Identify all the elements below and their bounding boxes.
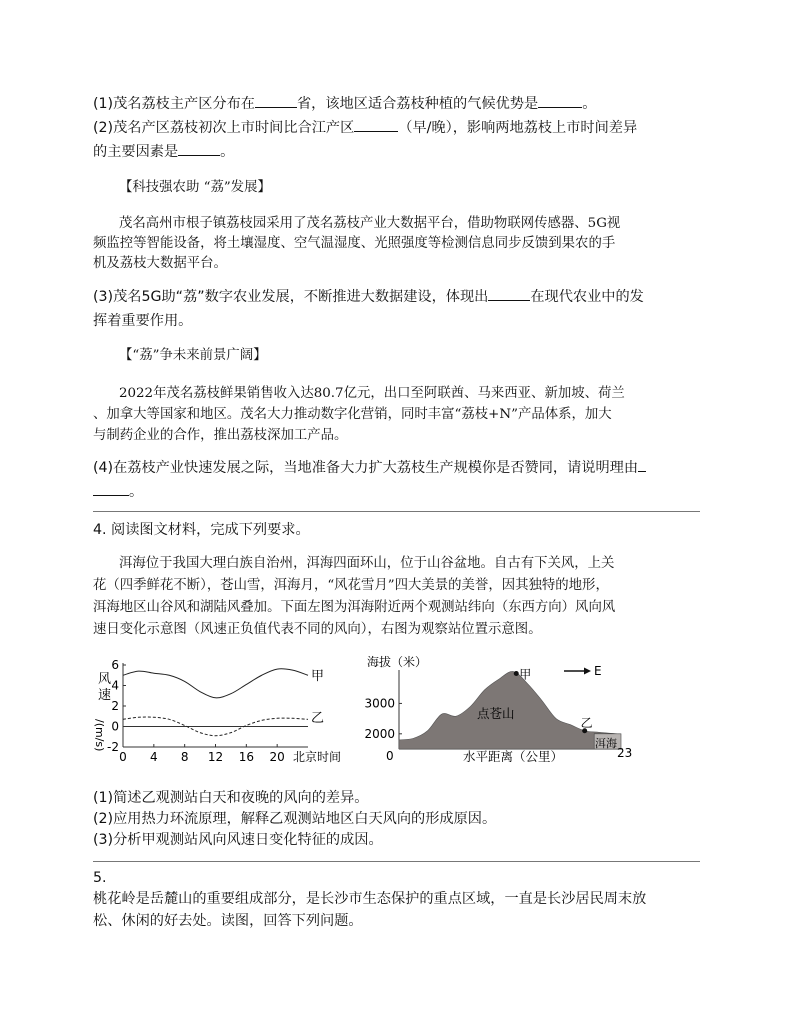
paragraph-line: 花（四季鲜花不断），苍山雪，洱海月，“风花雪月”四大美景的美誉，因其独特的地形， [93, 578, 609, 593]
q5-number: 5. [93, 870, 107, 886]
section-heading-tech: 【科技强农助 “荔”发展】 [119, 180, 271, 195]
q4-sub1: (1)简述乙观测站白天和夜晚的风向的差异。 [93, 790, 369, 806]
answer-blank [488, 288, 530, 301]
paragraph-line: 、加拿大等国家和地区。茂名大力推动数字化营销，同时丰富“荔枝+N”产品体系，加大 [93, 407, 612, 422]
q3-part3-line1: (3)茂名5G助“荔”数字农业发展，不断推进大数据建设，体现出 在现代农业中的发 [93, 289, 644, 305]
answer-blank [255, 95, 297, 108]
y-tick-label: 3000 [364, 696, 395, 711]
y-axis-title-unit: /(m/s) [93, 719, 106, 752]
section-heading-future: 【“荔”争未来前景广阔】 [119, 348, 267, 363]
q3-part2-line1: (2)茂名产区荔枝初次上市时间比合江产区 （早/晚），影响两地荔枝上市时间差异 [93, 120, 638, 136]
series-jia-label: 甲 [311, 669, 325, 684]
y-axis-title: 风速 [98, 672, 112, 703]
station-jia-label: 甲 [519, 667, 532, 682]
q3-part3-line2: 挥着重要作用。 [93, 313, 193, 329]
y-tick-label: 2000 [364, 726, 395, 741]
x-origin-label: 0 [386, 749, 394, 762]
answer-blank [178, 143, 220, 156]
east-label: E [594, 664, 602, 678]
x-tick-label: 12 [207, 750, 224, 764]
q3-part4-line2: 。 [93, 481, 143, 501]
station-yi-label: 乙 [580, 715, 593, 730]
paragraph-line: 频监控等智能设备，将土壤湿度、空气温湿度、光照强度等检测信息同步反馈到果农的手 [93, 236, 616, 251]
divider [93, 861, 700, 862]
q3-part1: (1)茂名荔枝主产区分布在 省，该地区适合荔枝种植的气候优势是 。 [93, 96, 597, 112]
paragraph-line: 2022年茂名荔枝鲜果销售收入达80.7亿元，出口至阿联酋、马来西亚、新加坡、荷兰 [119, 386, 625, 401]
x-tick-label: 16 [238, 750, 254, 764]
divider [93, 511, 700, 512]
x-tick-label: 8 [180, 750, 189, 764]
answer-blank [354, 119, 398, 132]
x-axis-title: 水平距离（公里） [463, 749, 564, 762]
y-tick-label: 2 [111, 699, 119, 713]
x-axis-title: 北京时间 [293, 750, 342, 764]
q4-sub3: (3)分析甲观测站风向风速日变化特征的成因。 [93, 832, 383, 848]
mountain-label: 点苍山 [477, 706, 515, 721]
x-tick-label: 4 [150, 750, 158, 764]
y-tick-label: 4 [111, 678, 119, 693]
east-arrow-icon [584, 668, 591, 675]
q5-line1: 桃花岭是岳麓山的重要组成部分，是长沙市生态保护的重点区域，一直是长沙居民周末放 [93, 891, 647, 907]
paragraph-line: 机及荔枝大数据平台。 [93, 256, 227, 271]
q4-title: 4. 阅读图文材料，完成下列要求。 [93, 522, 310, 538]
x-max-label: 23 [617, 746, 633, 760]
station-profile-chart [355, 652, 640, 762]
answer-blank [638, 459, 646, 472]
wind-speed-chart [90, 655, 350, 765]
series-yi-label: 乙 [311, 711, 325, 726]
q3-part2-line2: 的主要因素是 。 [93, 144, 235, 160]
paragraph-line: 茂名高州市根子镇荔枝园采用了茂名荔枝产业大数据平台，借助物联网传感器、5G视 [119, 216, 621, 231]
q3-part4-line1: (4)在荔枝产业快速发展之际，当地准备大力扩大荔枝生产规模你是否赞同，请说明理由 [93, 457, 646, 477]
x-tick-label: 20 [269, 750, 285, 764]
lake-label: 洱海 [595, 737, 617, 750]
series-jia-line [123, 669, 308, 698]
y-tick-label: -2 [107, 740, 119, 754]
answer-blank [93, 483, 129, 496]
station-jia-marker [514, 671, 519, 676]
y-axis-title: 海拔（米） [367, 655, 428, 669]
y-tick-label: 0 [111, 719, 119, 734]
paragraph-line: 速日变化示意图（风速正负值代表不同的风向），右图为观察站位置示意图。 [93, 622, 542, 637]
answer-blank [538, 95, 582, 108]
q4-sub2: (2)应用热力环流原理，解释乙观测站地区白天风向的形成原因。 [93, 811, 497, 827]
y-tick-label: 6 [111, 658, 119, 672]
q5-line2: 松、休闲的好去处。读图，回答下列问题。 [93, 913, 363, 929]
x-tick-label: 0 [119, 750, 127, 764]
paragraph-line: 洱海位于我国大理白族自治州，洱海四面环山，位于山谷盆地。自古有下关风，上关 [119, 556, 615, 571]
paragraph-line: 洱海地区山谷风和湖陆风叠加。下面左图为洱海附近两个观测站纬向（东西方向）风向风 [93, 600, 616, 615]
paragraph-line: 与制药企业的合作，推出荔枝深加工产品。 [93, 428, 348, 443]
